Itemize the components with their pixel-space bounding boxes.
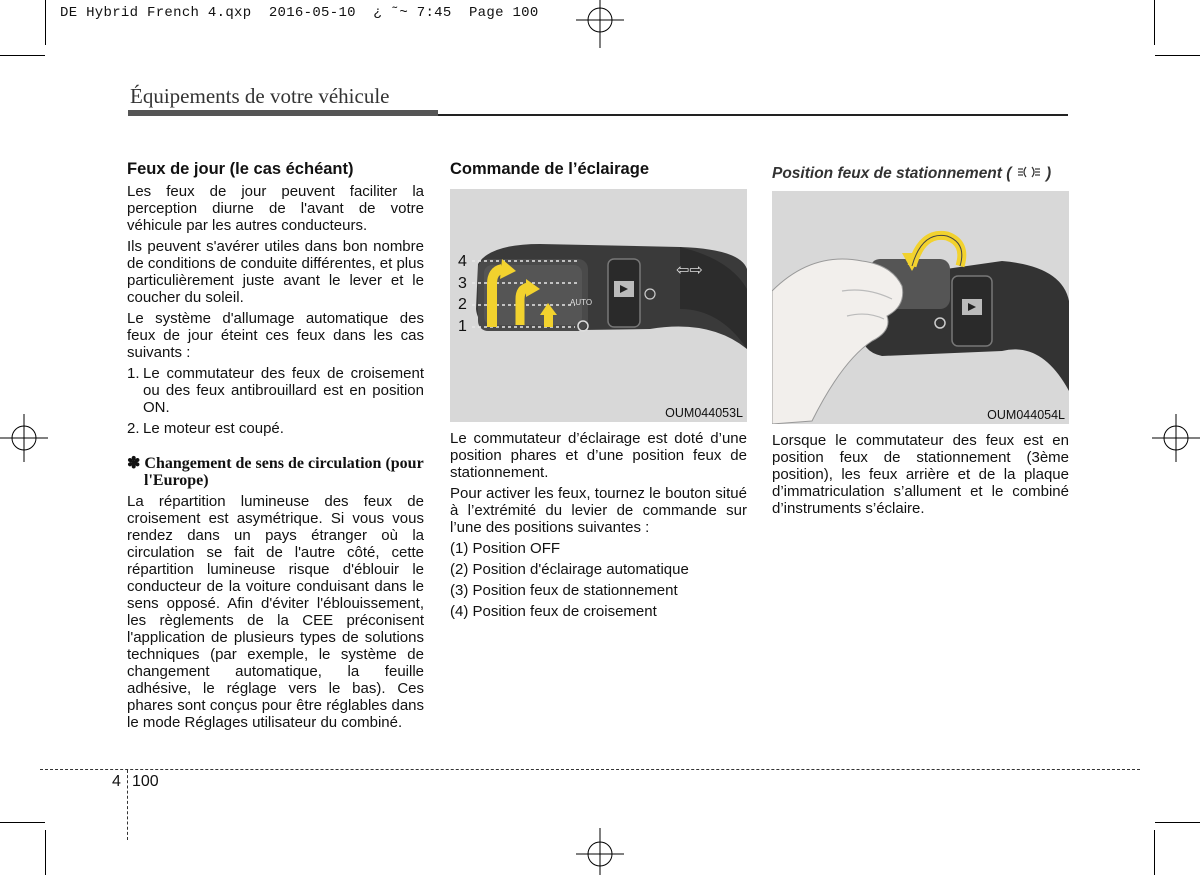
registration-mark-bottom <box>570 828 630 875</box>
position-label-2: 2 <box>458 296 467 313</box>
parking-heading-end: ) <box>1046 165 1052 182</box>
column-lighting-control <box>450 160 747 624</box>
page-number: 100 <box>132 773 159 790</box>
list-item: (4) Position feux de croisement <box>450 603 657 620</box>
list-item: (1) Position OFF <box>450 540 561 557</box>
hand-turning-switch-illustration <box>772 191 1069 424</box>
svg-text:AUTO: AUTO <box>570 298 593 307</box>
list-item <box>127 420 424 437</box>
parking-heading-text: Position feux de stationnement ( <box>772 165 1012 182</box>
lighting-control-heading: Commande de l’éclairage <box>450 160 649 178</box>
footer-divider <box>127 770 128 840</box>
paragraph: Lorsque le commutateur des feux est en position feux de stationnement (3ème position), les feux arrière et de la plaque d’immatriculation s’allument et le combiné d’instruments s’éclaire. <box>772 432 1069 517</box>
list-item: (3) Position feux de stationnement <box>450 582 678 599</box>
column-parking-lights <box>772 165 1069 521</box>
registration-mark-top <box>570 0 630 50</box>
position-label-1: 1 <box>458 317 467 335</box>
figure-code: OUM044053L <box>665 406 743 420</box>
parking-light-icon <box>1016 165 1042 179</box>
crop-mark-top-left-h <box>0 55 45 56</box>
light-switch-illustration <box>450 189 747 422</box>
position-label-4: 4 <box>458 253 467 270</box>
list-item: (2) Position d'éclairage automatique <box>450 561 689 578</box>
paragraph: Les feux de jour peuvent faciliter la perception diurne de l'avant de votre véhicule par les autres conducteurs. <box>127 183 424 234</box>
list-item <box>127 365 424 416</box>
list-text: Le commutateur des feux de croisement ou des feux antibrouillard est en position ON. <box>143 365 424 416</box>
paragraph: Ils peuvent s'avérer utiles dans bon nombre de conditions de conduite différentes, et plus particulièrement juste avant le lever et le coucher du soleil. <box>127 238 424 306</box>
parking-switch-figure <box>772 191 1069 424</box>
crop-mark-top-left-v <box>45 0 46 45</box>
section-title: Équipements de votre véhicule <box>130 84 390 108</box>
crop-mark-top-right-h <box>1155 55 1200 56</box>
parking-lights-heading <box>772 165 1069 183</box>
header-rule-accent <box>128 110 438 116</box>
paragraph: Le système d'allumage automatique des feux de jour éteint ces feux dans les cas suivants : <box>127 310 424 361</box>
registration-mark-right <box>1150 408 1200 468</box>
position-labels <box>458 251 467 337</box>
svg-text:⇦⇨: ⇦⇨ <box>676 260 703 279</box>
crop-mark-bottom-left-h <box>0 822 45 823</box>
paragraph: Pour activer les feux, tournez le bouton situé à l’extrémité du levier de commande sur l’une des positions suivantes : <box>450 485 747 536</box>
traffic-direction-subheading: ✽ Changement de sens de circulation (pour l'Europe) <box>127 455 424 489</box>
position-label-3: 3 <box>458 274 467 292</box>
chapter-number: 4 <box>112 773 121 790</box>
figure-code: OUM044054L <box>987 408 1065 422</box>
paragraph: La répartition lumineuse des feux de croisement est asymétrique. Si vous vous rendez dans un pays étranger où la circulation se fait de l'autre côté, cette répartition lumineuse risque d'éblouir le conducteur de la voiture conduisant dans le sens opposé. Afin d'éviter l'éblouissement, les règlements de la CEE préconisent l'application de plusieurs types de solutions techniques (par exemple, le système de changement automatique, la feuille adhésive, le réglage vers le bas). Ces phares sont conçus pour être réglables dans le mode Réglages utilisateur du combiné. <box>127 493 424 731</box>
footer-rule <box>40 769 1140 770</box>
list-number: 1. <box>127 365 140 382</box>
crop-mark-top-right-v <box>1154 0 1155 45</box>
crop-mark-bottom-left-v <box>45 830 46 875</box>
crop-mark-bottom-right-h <box>1155 822 1200 823</box>
list-text: Le moteur est coupé. <box>143 420 284 437</box>
daytime-lights-heading: Feux de jour (le cas échéant) <box>127 160 354 178</box>
list-number: 2. <box>127 420 140 437</box>
crop-mark-bottom-right-v <box>1154 830 1155 875</box>
print-slug: DE Hybrid French 4.qxp 2016-05-10 ¿ ˜~ 7:45 Page 100 <box>60 5 539 21</box>
lighting-switch-figure <box>450 189 747 422</box>
registration-mark-left <box>0 408 50 468</box>
column-daytime-lights <box>127 160 424 735</box>
paragraph: Le commutateur d’éclairage est doté d’une position phares et d’une position feux de stationnement. <box>450 430 747 481</box>
